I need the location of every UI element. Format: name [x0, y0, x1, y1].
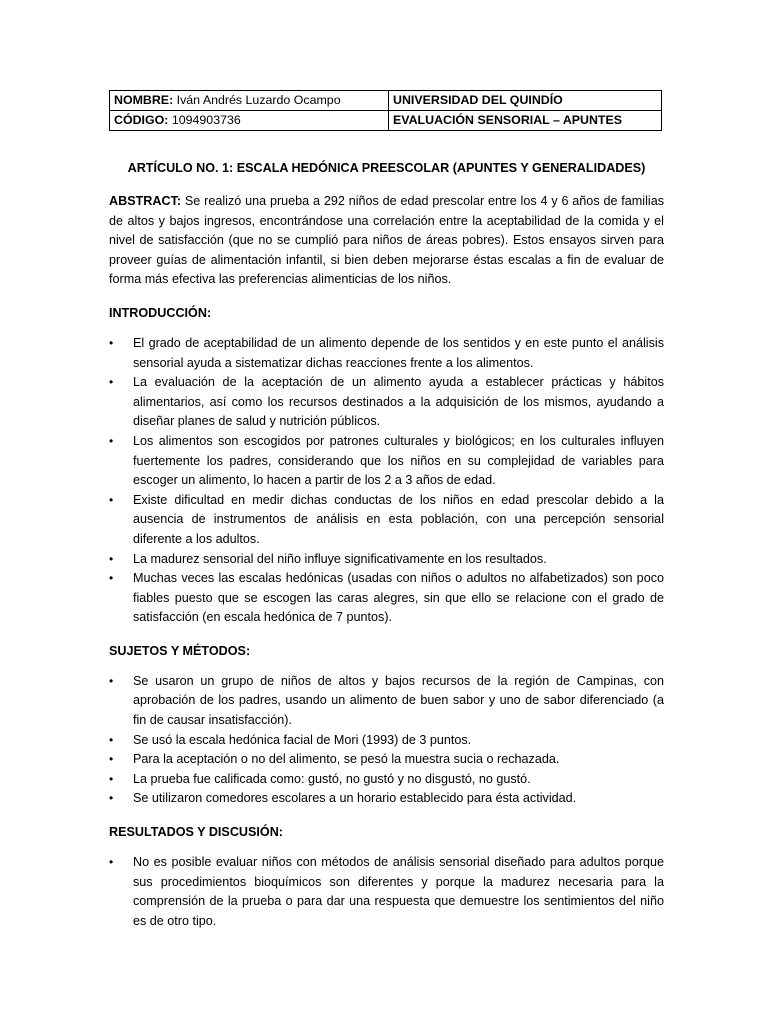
bullet-icon: •	[109, 673, 114, 688]
resultados-list	[109, 853, 664, 931]
bullet-icon: •	[109, 855, 114, 870]
bullet-icon: •	[109, 375, 114, 390]
list-item-text: Muchas veces las escalas hedónicas (usadas con niños o adultos no alfabetizados) son poco fiables puesto que se escogen las caras alegres, sin que ello se relacione con el grado de satisfacción (en escala hedónica de 7 puntos).	[133, 571, 664, 625]
bullet-icon: •	[109, 492, 114, 507]
bullet-icon: •	[109, 551, 114, 566]
list-item	[109, 432, 664, 491]
universidad-cell: UNIVERSIDAD DEL QUINDÍO	[389, 91, 662, 111]
list-item-text: El grado de aceptabilidad de un alimento depende de los sentidos y en este punto el análisis sensorial ayuda a sistematizar dichas reacciones frente a los alimentos.	[133, 335, 664, 370]
nombre-value: Iván Andrés Luzardo Ocampo	[176, 93, 341, 107]
bullet-icon: •	[109, 732, 114, 747]
list-item-text: La madurez sensorial del niño influye significativamente en los resultados.	[133, 551, 547, 566]
list-item-text: Para la aceptación o no del alimento, se pesó la muestra sucia o rechazada.	[133, 752, 560, 767]
list-item-text: No es posible evaluar niños con métodos de análisis sensorial diseñado para adultos porque sus procedimientos bioquímicos son diferentes y porque la madurez necesaria para la comprensión de la prueba o para dar una respuesta que demuestre los sentimientos del niño es de otro tipo.	[133, 855, 664, 928]
header-table	[109, 90, 662, 131]
bullet-icon: •	[109, 771, 114, 786]
list-item	[109, 672, 664, 731]
materia-cell: EVALUACIÓN SENSORIAL – APUNTES	[389, 111, 662, 131]
section-title-resultados: RESULTADOS Y DISCUSIÓN:	[109, 825, 283, 840]
list-item-text: Existe dificultad en medir dichas conductas de los niños en edad prescolar debido a la ausencia de instrumentos de análisis en esta población, con una percepción sensorial diferente a los adultos.	[133, 492, 664, 546]
article-title: ARTÍCULO NO. 1: ESCALA HEDÓNICA PREESCOLAR (APUNTES Y GENERALIDADES)	[127, 161, 646, 175]
bullet-icon: •	[109, 752, 114, 767]
list-item	[109, 491, 664, 550]
bullet-icon: •	[109, 335, 114, 350]
list-item	[109, 569, 664, 628]
codigo-value: 1094903736	[171, 113, 241, 127]
sujetos-list	[109, 672, 664, 809]
nombre-cell	[110, 91, 389, 111]
list-item	[109, 731, 664, 751]
bullet-icon: •	[109, 571, 114, 586]
introduccion-list	[109, 334, 664, 628]
list-item	[109, 373, 664, 432]
abstract-text: Se realizó una prueba a 292 niños de edad prescolar entre los 4 y 6 años de familias de altos y bajos ingresos, encontrándose una correlación entre la aceptabilidad de la comida y el nivel de satisfacción (que no se cumplió para niños de áreas pobres). Estos ensayos sirven para proveer guías de alimentación infantil, si bien deben mejorarse éstas escalas a fin de evaluar de forma más efectiva las preferencias alimenticias de los niños.	[109, 194, 664, 287]
abstract-label: ABSTRACT:	[109, 194, 182, 208]
list-item	[109, 770, 664, 790]
header-row-2	[110, 111, 662, 131]
list-item	[109, 750, 664, 770]
list-item-text: Se usó la escala hedónica facial de Mori (1993) de 3 puntos.	[133, 732, 472, 747]
list-item	[109, 550, 664, 570]
list-item-text: La prueba fue calificada como: gustó, no gustó y no disgustó, no gustó.	[133, 771, 531, 786]
list-item-text: La evaluación de la aceptación de un alimento ayuda a establecer prácticas y hábitos alimentarios, así como los recursos destinados a la adquisición de los mismos, ayudando a diseñar planes de salud y nutrición públicos.	[133, 375, 664, 429]
codigo-cell	[110, 111, 389, 131]
abstract-paragraph	[109, 192, 664, 290]
bullet-icon: •	[109, 791, 114, 806]
header-row-1	[110, 91, 662, 111]
list-item	[109, 853, 664, 931]
codigo-label: CÓDIGO:	[114, 113, 169, 127]
list-item-text: Los alimentos son escogidos por patrones culturales y biológicos; en los culturales influyen fuertemente los padres, considerando que los niños en su complejidad de variables para escoger un alimento, lo hacen a partir de los 2 a 3 años de edad.	[133, 433, 664, 488]
nombre-label: NOMBRE:	[114, 93, 174, 107]
list-item-text: Se usaron un grupo de niños de altos y bajos recursos de la región de Campinas, con aprobación de los padres, usando un alimento de buen sabor y uno de sabor diferenciado (a fin de causar insatisfacción).	[133, 673, 664, 728]
list-item-text: Se utilizaron comedores escolares a un horario establecido para ésta actividad.	[133, 791, 577, 806]
list-item	[109, 789, 664, 809]
list-item	[109, 334, 664, 373]
section-title-introduccion: INTRODUCCIÓN:	[109, 305, 212, 320]
section-title-sujetos: SUJETOS Y MÉTODOS:	[109, 643, 251, 658]
bullet-icon: •	[109, 433, 114, 448]
